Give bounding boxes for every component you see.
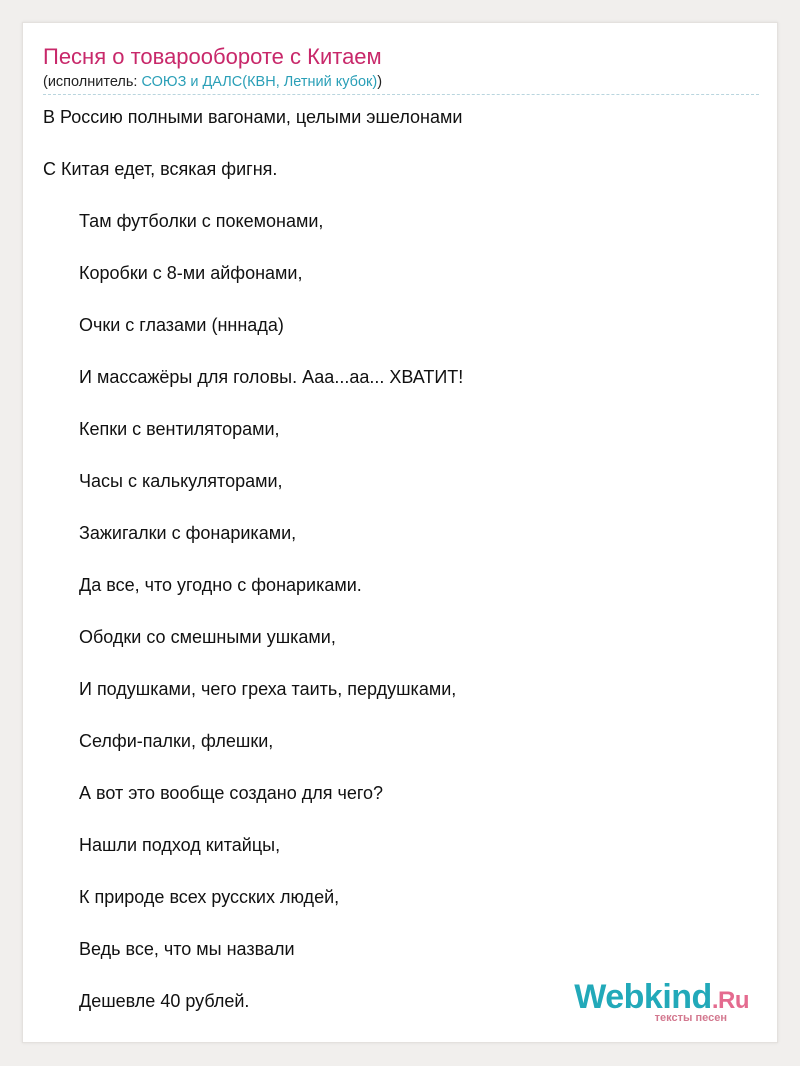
lyric-line: Селфи-палки, флешки,: [79, 731, 274, 751]
lyrics-list: [43, 106, 759, 1042]
lyric-line: К природе всех русских людей,: [79, 887, 340, 907]
lyric-line: И массажёры для головы. Ааа...аа... ХВАТИТ!: [79, 367, 464, 387]
lyric-line: И подушками, чего греха таить, пердушками,: [79, 679, 457, 699]
lyric-line: С Китая едет, всякая фигня.: [43, 159, 278, 179]
lyric-line: Нашли подход китайцы,: [79, 835, 281, 855]
performer-prefix: (исполнитель:: [43, 74, 142, 90]
lyric-line: Там футболки с покемонами,: [79, 211, 324, 231]
lyric-line: Зажигалки с фонариками,: [79, 523, 297, 543]
lyric-line: Очки с глазами (нннада): [79, 315, 284, 335]
lyric-line: Дешевле 40 рублей.: [79, 991, 250, 1011]
lyric-line: Часы с калькуляторами,: [79, 471, 283, 491]
lyric-line: Ободки со смешными ушками,: [79, 627, 336, 647]
lyric-line: Да все, что угодно с фонариками.: [79, 575, 362, 595]
performer-line: [43, 73, 382, 91]
lyric-line: А вот это вообще создано для чего?: [79, 783, 384, 803]
watermark-logo: [574, 978, 749, 1024]
page-title: Песня о товарообороте с Китаем: [43, 44, 382, 69]
lyric-line: Ведь все, что мы назвали: [79, 939, 295, 959]
lyrics-card: [22, 22, 778, 1043]
watermark-brand: Webkind.Ru: [574, 978, 749, 1016]
performer-link[interactable]: СОЮЗ и ДАЛС(КВН, Летний кубок): [141, 74, 378, 90]
title-divider: [43, 94, 759, 95]
lyric-line: В Россию полными вагонами, целыми эшелонами: [43, 107, 463, 127]
lyric-line: Кепки с вентиляторами,: [79, 419, 280, 439]
watermark-tagline: тексты песен: [654, 1012, 727, 1024]
performer-suffix: ): [377, 74, 383, 90]
lyric-line: Коробки с 8-ми айфонами,: [79, 263, 303, 283]
